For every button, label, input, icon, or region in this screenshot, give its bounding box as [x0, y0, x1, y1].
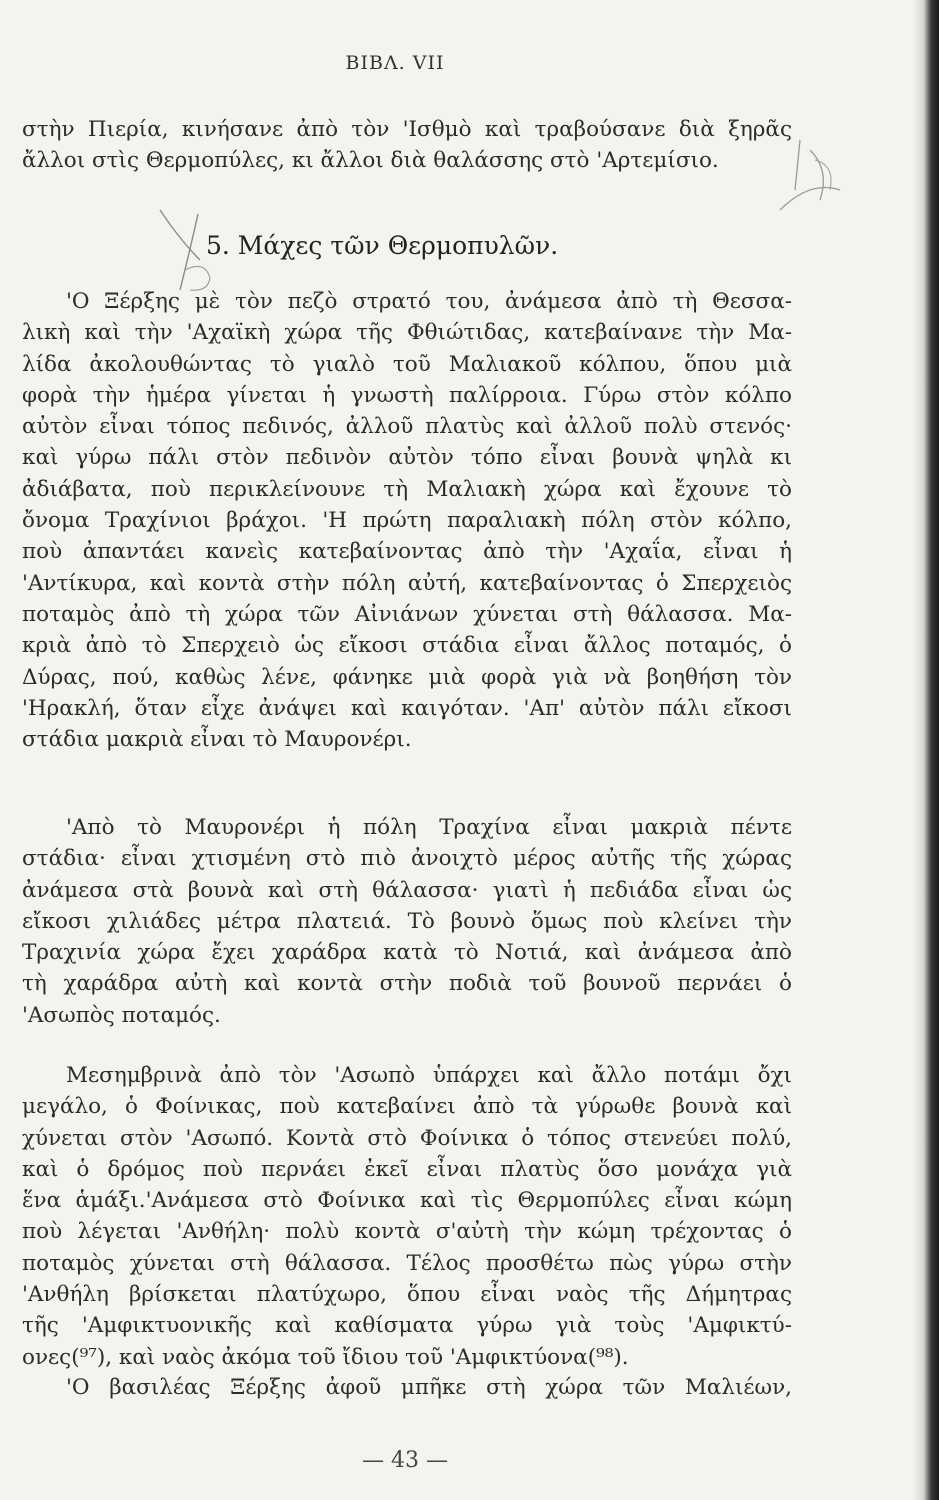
text-line: 'Αντίκυρα, καὶ κοντὰ στὴν πόλη αὐτή, κατεβαίνοντας ὁ Σπερχειὸς: [22, 570, 792, 596]
text-line: ὄνομα Τραχίνιοι βράχοι. 'Η πρώτη παραλιακὴ πόλη στὸν κόλπο,: [22, 508, 792, 534]
text-line: χύνεται στὸν 'Ασωπό. Κοντὰ στὸ Φοίνικα ὁ τόπος στενεύει πολύ,: [22, 1125, 792, 1151]
text-line: ἄλλοι στὶς Θερμοπύλες, κι ἄλλοι διὰ θαλάσσης στὸ 'Αρτεμίσιο.: [22, 148, 719, 174]
text-line: 'Ο Ξέρξης μὲ τὸν πεζὸ στρατό του, ἀνάμεσα ἀπὸ τὴ Θεσσα-: [66, 289, 792, 314]
text-line: κριὰ ἀπὸ τὸ Σπερχειὸ ὡς εἴκοσι στάδια εἶναι ἄλλος ποταμός, ὁ: [22, 633, 792, 659]
text-line: φορὰ τὴν ἡμέρα γίνεται ἡ γνωστὴ παλίρροια. Γύρω στὸν κόλπο: [22, 382, 792, 408]
text-line: στὴν Πιερία, κινήσανε ἀπὸ τὸν 'Ισθμὸ καὶ τραβούσανε διὰ ξηρᾶς: [22, 117, 792, 142]
text-line: Δύρας, πού, καθὼς λένε, φάνηκε μιὰ φορὰ γιὰ νὰ βοηθήση τὸν: [22, 664, 792, 690]
paragraph-3: [22, 1060, 792, 1373]
text-line: Τραχινία χώρα ἔχει χαράδρα κατὰ τὸ Νοτιά, καὶ ἀνάμεσα ἀπὸ: [22, 940, 792, 966]
text-line: 'Απὸ τὸ Μαυρονέρι ἡ πόλη Τραχίνα εἶναι μακριὰ πέντε: [66, 815, 792, 840]
running-header: ΒΙΒΛ. VII: [345, 52, 445, 74]
text-line: καὶ ὁ δρόμος ποὺ περνάει ἐκεῖ εἶναι πλατὺς ὅσο μονάχα γιὰ: [22, 1156, 792, 1182]
text-line: μεγάλο, ὁ Φοίνικας, ποὺ κατεβαίνει ἀπὸ τὰ γύρωθε βουνὰ καὶ: [22, 1094, 792, 1120]
text-line: ἕνα ἁμάξι.'Ανάμεσα στὸ Φοίνικα καὶ τὶς Θερμοπύλες εἶναι κώμη: [22, 1188, 792, 1214]
text-line: 'Ηρακλή, ὅταν εἶχε ἀνάψει καὶ καιγόταν. 'Απ' αὐτὸν πάλι εἴκοσι: [22, 695, 792, 721]
text-line: ονες(⁹⁷), καὶ ναὸς ἀκόμα τοῦ ἴδιου τοῦ 'Αμφικτύονα(⁹⁸).: [22, 1344, 629, 1370]
text-line: καὶ γύρω πάλι στὸν πεδινὸν αὐτὸν τόπο εἶναι βουνὰ ψηλὰ κι: [22, 445, 792, 471]
text-line: ποταμὸς χύνεται στὴ θάλασσα. Τέλος προσθέτω πὼς γύρω στὴν: [22, 1250, 792, 1276]
text-line: 'Ο βασιλέας Ξέρξης ἀφοῦ μπῆκε στὴ χώρα τῶν Μαλιέων,: [66, 1375, 792, 1400]
text-line: ποὺ λέγεται 'Ανθήλη· πολὺ κοντὰ σ'αὐτὴ τὴν κώμη τρέχοντας ὁ: [22, 1219, 792, 1245]
paragraph-1: [22, 286, 792, 755]
page-number: — 43 —: [362, 1448, 448, 1473]
text-line: ποταμὸς ἀπὸ τὴ χώρα τῶν Αἰνιάνων χύνεται στὴ θάλασσα. Μα-: [22, 601, 792, 627]
text-line: στάδια μακριὰ εἶναι τὸ Μαυρονέρι.: [22, 727, 412, 753]
text-line: εἴκοσι χιλιάδες μέτρα πλατειά. Τὸ βουνὸ ὅμως ποὺ κλείνει τὴν: [22, 908, 792, 934]
text-line: 'Ασωπὸς ποταμός.: [22, 1002, 221, 1028]
text-line: ποὺ ἀπαντάει κανεὶς κατεβαίνοντας ἀπὸ τὴν 'Αχαΐα, εἶναι ἡ: [22, 539, 792, 565]
text-line: λικὴ καὶ τὴν 'Αχαϊκὴ χώρα τῆς Φθιώτιδας, κατεβαίνανε τὴν Μα-: [22, 320, 792, 346]
paragraph-4: [22, 1372, 792, 1403]
text-line: 'Ανθήλη βρίσκεται πλατύχωρο, ὅπου εἶναι ναὸς τῆς Δήμητρας: [22, 1282, 792, 1308]
text-line: αὐτὸν εἶναι τόπος πεδινός, ἀλλοῦ πλατὺς καὶ ἀλλοῦ πολὺ στενός·: [22, 414, 792, 440]
text-line: ἀνάμεσα στὰ βουνὰ καὶ στὴ θάλασσα· γιατὶ ἡ πεδιάδα εἶναι ὡς: [22, 877, 792, 903]
text-line: τὴ χαράδρα αὐτὴ καὶ κοντὰ στὴν ποδιὰ τοῦ βουνοῦ περνάει ὁ: [22, 971, 792, 997]
text-line: ἀδιάβατα, ποὺ περικλείνουνε τὴ Μαλιακὴ χώρα καὶ ἔχουνε τὸ: [22, 476, 792, 502]
text-line: Μεσημβρινὰ ἀπὸ τὸν 'Ασωπὸ ὑπάρχει καὶ ἄλλο ποτάμι ὄχι: [66, 1063, 792, 1088]
intro-block: [22, 114, 792, 177]
paragraph-2: [22, 812, 792, 1031]
text-line: στάδια· εἶναι χτισμένη στὸ πιὸ ἀνοιχτὸ μέρος αὐτῆς τῆς χώρας: [22, 846, 792, 872]
text-line: λίδα ἀκολουθώντας τὸ γιαλὸ τοῦ Μαλιακοῦ κόλπου, ὅπου μιὰ: [22, 351, 792, 377]
section-title: 5. Μάχες τῶν Θερμοπυλῶν.: [206, 231, 559, 260]
text-line: τῆς 'Αμφικτυονικῆς καὶ καθίσματα γύρω γιὰ τοὺς 'Αμφικτύ-: [22, 1313, 792, 1339]
binding-shadow: [913, 0, 939, 1500]
